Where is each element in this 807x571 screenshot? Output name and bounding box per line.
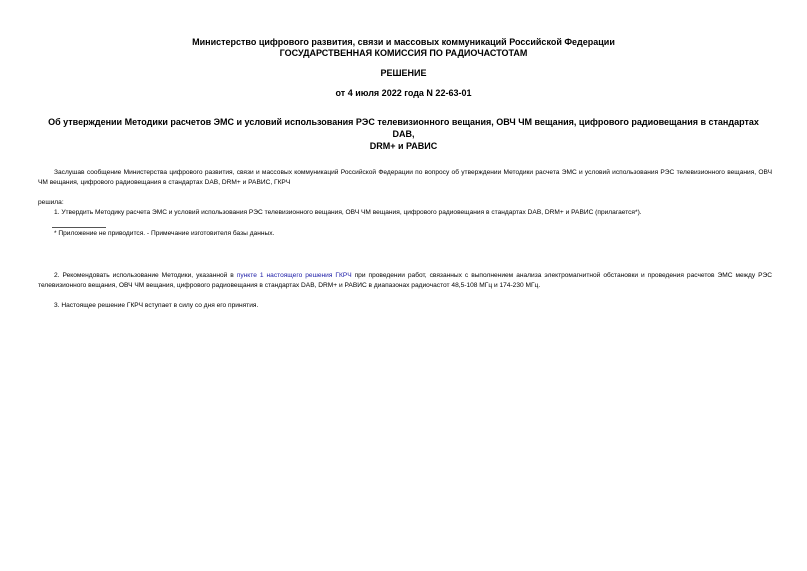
- resolved-label: решила:: [38, 199, 64, 206]
- footnote-divider: [52, 227, 106, 228]
- item-2-link[interactable]: пункте 1 настоящего решения ГКРЧ: [236, 272, 352, 279]
- item-1: 1. Утвердить Методику расчета ЭМС и условий использования РЭС телевизионного вещания, ОВЧ ЧМ вещания, цифрового радиовещания в стандартах DAB, DRM+ и РАВИС (прилагается*).: [54, 209, 642, 216]
- item-2-text-end: при проведении работ, связанных с выполнением анализа электромагнитной обстановки и проведения расчетов ЭМС между РЭС телевизионного вещания, ОВЧ ЧМ вещания, цифрового радиовещания в стандартах DAB, DRM+ и РАВИС в диапазонах радиочастот 48,5-108 МГц и 174-230 МГц.: [38, 272, 773, 289]
- commission-name: ГОСУДАРСТВЕННАЯ КОМИССИЯ ПО РАДИОЧАСТОТАМ: [279, 48, 528, 58]
- item-3: 3. Настоящее решение ГКРЧ вступает в силу со дня его принятия.: [54, 302, 259, 309]
- document-title: [36, 116, 771, 152]
- document-type: РЕШЕНИЕ: [380, 68, 427, 78]
- item-2-text-start: 2. Рекомендовать использование Методики, указанной в: [54, 272, 237, 279]
- intro-paragraph: Заслушав сообщение Министерства цифрового развития, связи и массовых коммуникаций Российской Федерации по вопросу об утверждении Методики расчета ЭМС и условий использования РЭС телевизионного вещания, ОВЧ ЧМ вещания, цифрового радиовещания в стандартах DAB, DRM+ и РАВИС, ГКРЧ: [38, 169, 772, 186]
- document-date-number: от 4 июля 2022 года N 22-63-01: [335, 88, 472, 98]
- document-title-line1: Об утверждении Методики расчетов ЭМС и условий использования РЭС телевизионного вещания, ОВЧ ЧМ вещания, цифрового радиовещания в стандартах DAB,: [48, 117, 759, 139]
- document-title-line2: DRM+ и РАВИС: [369, 141, 438, 151]
- footnote: * Приложение не приводится. - Примечание изготовителя базы данных.: [54, 230, 275, 237]
- ministry-name: Министерство цифрового развития, связи и массовых коммуникаций Российской Федерации: [192, 37, 615, 47]
- item-2: [38, 271, 772, 291]
